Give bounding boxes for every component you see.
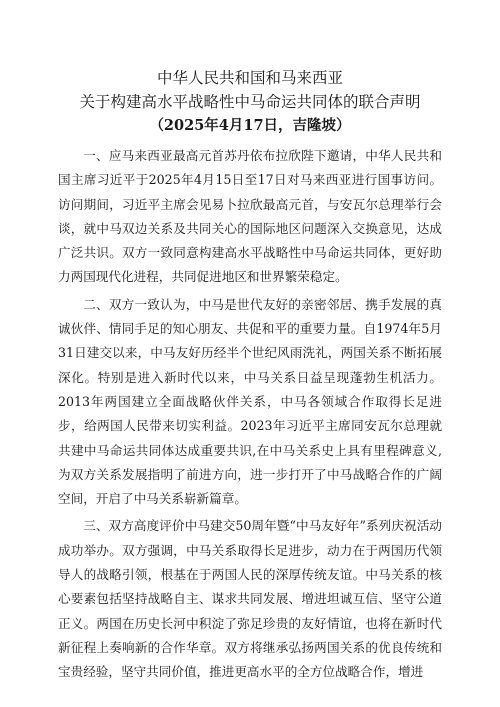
paragraph-1: 一、应马来西亚最高元首苏丹依布拉欣陛下邀请，中华人民共和国主席习近平于2025年4月15日至17日对马来西亚进行国事访问。访问期间，习近平主席会见易卜拉欣最高元首，与安瓦尔总理举行会谈，就中马双边关系及共同关心的国际地区问题深入交换意见，达成广泛共识。双方一致同意构建高水平战略性中马命运共同体，更好助力两国现代化进程，共同促进地区和世界繁荣稳定。 [58,148,442,285]
title-line-2: 关于构建高水平战略性中马命运共同体的联合声明 [79,93,421,111]
title-line-1: 中华人民共和国和马来西亚 [156,69,343,87]
paragraph-3: 三、双方高度评价中马建交50周年暨“中马友好年”系列庆祝活动成功举办。双方强调，中马关系取得长足进步，动力在于两国历代领导人的战略引领，根基在于两国人民的深厚传统友谊。中马关系的核心要素包括坚持战略自主、谋求共同发展、增进坦诚互信、坚守公道正义。两国在历史长河中积淀了弥足珍贵的友好情谊，也将在新时代新征程上奏响新的合作华章。双方将继承弘扬两国关系的优良传统和宝贵经验，坚守共同价值，推进更高水平的全方位战略合作，增进 [58,518,442,680]
document-title-block [58,66,442,138]
title-date: （2025年4月17日，吉隆坡） [149,117,351,134]
paragraph-2: 二、双方一致认为，中马是世代友好的亲密邻居、携手发展的真诚伙伴、情同手足的知心朋友、共促和平的重要力量。自1974年5月31日建交以来，中马友好历经半个世纪风雨洗礼，两国关系不断拓展深化。特别是进入新时代以来，中马关系日益呈现蓬勃生机活力。2013年两国建立全面战略伙伴关系，中马各领域合作取得长足进步，给两国人民带来切实利益。2023年习近平主席同安瓦尔总理就共建中马命运共同体达成重要共识,在中马关系史上具有里程碑意义,为双方关系发展指明了前进方向，进一步打开了中马战略合作的广阔空间，开启了中马关系崭新篇章。 [58,296,442,507]
